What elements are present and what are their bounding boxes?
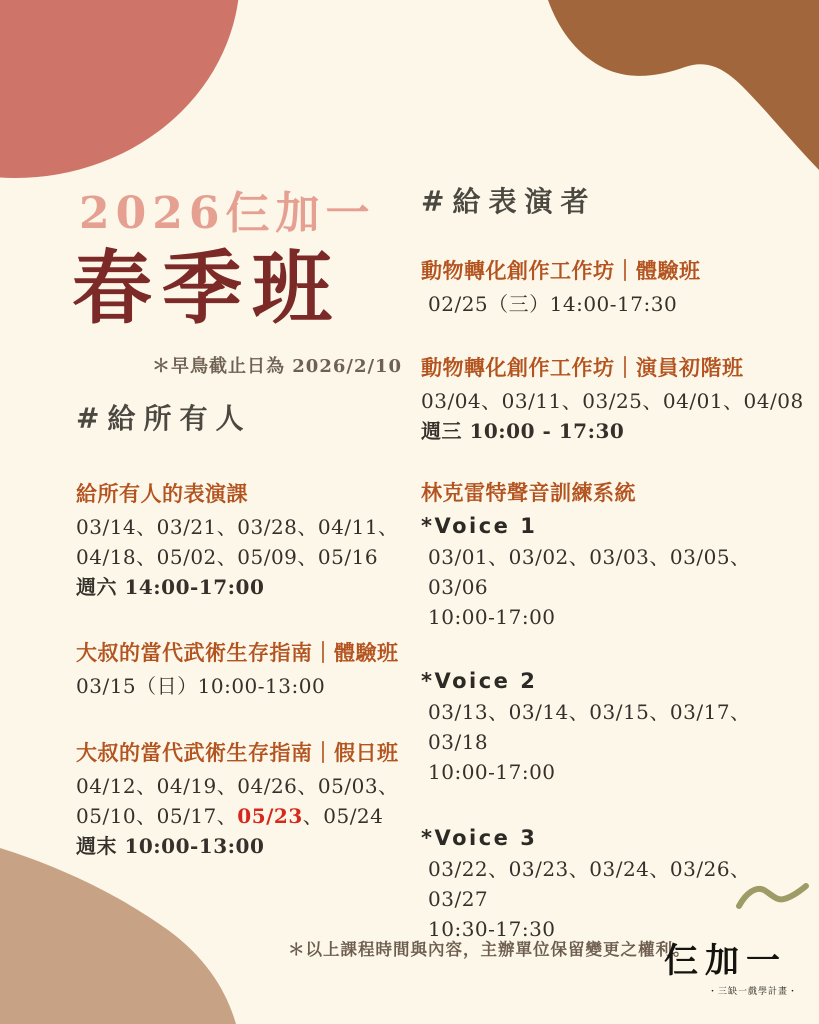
course-martial-arts-weekend (76, 737, 461, 861)
voice-1-block (421, 511, 806, 632)
voice-level-name: *Voice 1 (421, 514, 538, 538)
course-schedule: 週三 10:00 - 17:30 (421, 419, 625, 443)
year-title: 2026仨加一 (79, 188, 376, 239)
course-title: 給所有人的表演課 (76, 481, 248, 506)
course-martial-arts-trial (76, 637, 461, 701)
course-dates-line-with-highlight (76, 801, 461, 831)
salmon-blob-shape (0, 0, 240, 178)
brand-logo (664, 940, 814, 997)
tan-wave-shape (0, 848, 236, 1024)
logo-wordmark: 仨加一 (664, 941, 787, 981)
course-dates-line: 03/04、03/11、03/25、04/01、04/08 (421, 389, 804, 413)
early-bird-note: ＊早鳥截止日為 2026/2/10 (152, 356, 403, 377)
course-title: 動物轉化創作工作坊｜演員初階班 (421, 355, 744, 380)
course-title: 大叔的當代武術生存指南｜假日班 (76, 740, 399, 765)
course-dates-line: 03/14、03/21、03/28、04/11、 (76, 515, 399, 539)
voice-time-line: 10:30-17:30 (428, 917, 556, 941)
course-dates-line: 02/25（三）14:00-17:30 (428, 292, 678, 316)
section-heading-everyone: #給所有人 (76, 402, 252, 435)
dates-segment: 05/10、05/17、 (76, 804, 238, 828)
dates-segment: 、05/24 (302, 804, 384, 828)
voice-level-name: *Voice 2 (421, 669, 538, 693)
voice-time-line: 10:00-17:00 (428, 605, 556, 629)
voice-time-line: 10:00-17:00 (428, 760, 556, 784)
section-heading-performers: #給表演者 (421, 185, 597, 218)
voice-dates-line: 03/01、03/02、03/03、03/05、03/06 (428, 545, 751, 599)
course-linklater-voice-system (421, 477, 806, 944)
brown-wave-shape (548, 0, 819, 170)
voice-3-block (421, 823, 806, 944)
course-schedule: 週六 14:00-17:00 (76, 575, 265, 599)
course-animal-workshop-beginner (421, 352, 806, 446)
course-dates-line: 04/18、05/02、05/09、05/16 (76, 545, 379, 569)
voice-2-block (421, 666, 806, 787)
course-title: 動物轉化創作工作坊｜體驗班 (421, 258, 701, 283)
main-title: 春季班 (72, 241, 342, 335)
voice-level-name: *Voice 3 (421, 826, 538, 850)
course-animal-workshop-trial (421, 255, 806, 319)
course-dates-line: 03/15（日）10:00-13:00 (76, 674, 326, 698)
course-performance-for-everyone (76, 478, 461, 602)
highlighted-date: 05/23 (237, 804, 303, 828)
course-schedule: 週末 10:00-13:00 (76, 834, 265, 858)
logo-subtext: ・三缺一戲學計畫・ (708, 986, 799, 997)
course-title: 大叔的當代武術生存指南｜體驗班 (76, 640, 399, 665)
voice-dates-line: 03/22、03/23、03/24、03/26、03/27 (428, 857, 751, 911)
voice-dates-line: 03/13、03/14、03/15、03/17、03/18 (428, 700, 751, 754)
disclaimer-note: ＊以上課程時間與內容，主辦單位保留變更之權利。 (288, 940, 691, 959)
course-title: 林克雷特聲音訓練系統 (421, 480, 636, 505)
course-dates-line: 04/12、04/19、04/26、05/03、 (76, 774, 399, 798)
